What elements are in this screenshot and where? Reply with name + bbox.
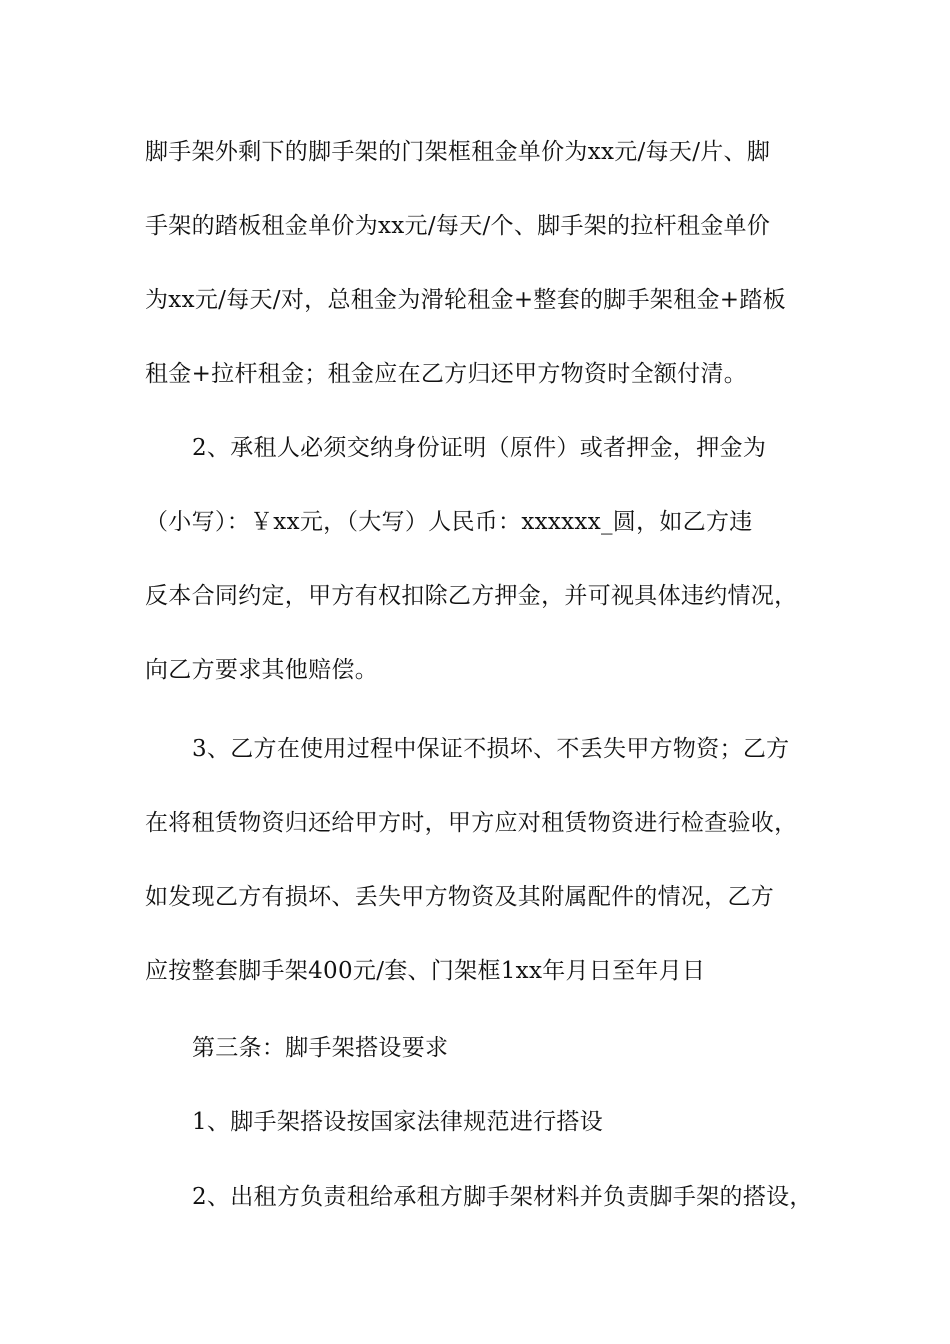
text-line-15: 2、出租方负责租给承租方脚手架材料并负责脚手架的搭设， — [192, 1184, 813, 1210]
text-line-3: 为xx元/每天/对，总租金为滑轮租金+整套的脚手架租金+踏板 — [145, 287, 786, 313]
section-heading: 第三条：脚手架搭设要求 — [192, 1035, 449, 1061]
text-line-1: 脚手架外剩下的脚手架的门架框租金单价为xx元/每天/片、脚 — [145, 139, 771, 165]
text-line-12: 应按整套脚手架400元/套、门架框1xx年月日至年月日 — [145, 958, 706, 984]
text-line-2: 手架的踏板租金单价为xx元/每天/个、脚手架的拉杆租金单价 — [145, 213, 771, 239]
text-line-8: 向乙方要求其他赔偿。 — [145, 657, 378, 683]
text-line-5: 2、承租人必须交纳身份证明（原件）或者押金，押金为 — [192, 435, 767, 461]
text-line-4: 租金+拉杆租金；租金应在乙方归还甲方物资时全额付清。 — [145, 361, 748, 387]
text-line-6: （小写）：￥xx元，（大写）人民币：xxxxxx_圆，如乙方违 — [145, 509, 753, 535]
text-line-7: 反本合同约定，甲方有权扣除乙方押金，并可视具体违约情况， — [145, 583, 798, 609]
text-line-11: 如发现乙方有损坏、丢失甲方物资及其附属配件的情况，乙方 — [145, 884, 775, 910]
text-line-14: 1、脚手架搭设按国家法律规范进行搭设 — [192, 1109, 604, 1135]
text-line-10: 在将租赁物资归还给甲方时，甲方应对租赁物资进行检查验收， — [145, 810, 798, 836]
text-line-9: 3、乙方在使用过程中保证不损坏、不丢失甲方物资；乙方 — [192, 736, 790, 762]
